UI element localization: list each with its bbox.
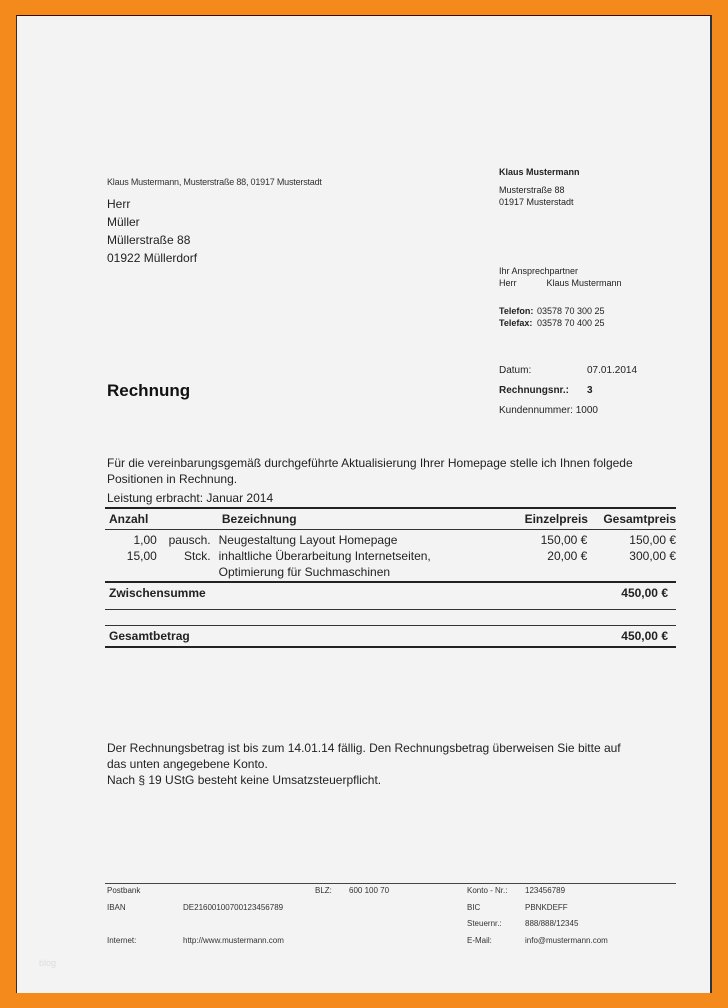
kundennummer-label: Kundennummer: — [499, 405, 573, 416]
invoice-meta — [499, 361, 637, 421]
sender-city: 01917 Musterstadt — [499, 197, 574, 207]
service-period: Leistung erbracht: Januar 2014 — [107, 491, 274, 505]
recipient-salutation: Herr — [107, 197, 131, 211]
datum-label: Datum: — [499, 365, 532, 376]
phone-block — [499, 305, 605, 329]
row-qty: 1,00 — [133, 533, 157, 547]
row-einzelpreis: 20,00 € — [547, 549, 588, 563]
invoice-table — [105, 507, 676, 648]
telefon-value: 03578 70 300 25 — [537, 306, 605, 316]
recipient-address — [107, 195, 197, 267]
bank-name: Postbank — [107, 886, 141, 895]
konto-value: 123456789 — [525, 886, 566, 895]
konto-label: Konto - Nr.: — [467, 886, 508, 895]
internet-link[interactable]: http://www.mustermann.com — [183, 936, 284, 945]
closing-text — [107, 740, 621, 788]
iban-label: IBAN — [107, 903, 126, 912]
recipient-street: Müllerstraße 88 — [107, 233, 191, 247]
contact-person — [499, 265, 622, 289]
closing-line: Nach § 19 UStG besteht keine Umsatzsteuerpflicht. — [107, 773, 382, 787]
email-label: E-Mail: — [467, 936, 492, 945]
subtotal-label: Zwischensumme — [109, 586, 206, 600]
rechnungsnr-value: 3 — [587, 385, 593, 396]
row-unit: Stck. — [183, 549, 211, 563]
closing-line: das unten angegebene Konto. — [107, 757, 268, 771]
telefon-label: Telefon: — [499, 306, 534, 316]
row-unit: pausch. — [168, 533, 211, 547]
email-link[interactable]: info@mustermann.com — [525, 936, 608, 945]
table-row — [105, 548, 676, 580]
table-row — [105, 532, 676, 548]
recipient-city: 01922 Müllerdorf — [107, 251, 198, 265]
closing-line: Der Rechnungsbetrag ist bis zum 14.01.14 fällig. Den Rechnungsbetrag überweisen Sie bitte auf — [107, 741, 621, 755]
total-label: Gesamtbetrag — [109, 629, 190, 643]
steuer-label: Steuernr.: — [467, 919, 502, 928]
footer-bank-details — [105, 883, 676, 946]
contact-name: Klaus Mustermann — [546, 278, 622, 288]
divider — [105, 646, 676, 648]
datum-value: 07.01.2014 — [587, 365, 638, 376]
sender-street: Musterstraße 88 — [499, 185, 565, 195]
watermark: blog — [39, 958, 57, 968]
header-gesamtpreis: Gesamtpreis — [603, 512, 677, 526]
steuer-value: 888/888/12345 — [525, 919, 579, 928]
sender-name: Klaus Mustermann — [499, 167, 580, 177]
invoice-page — [16, 15, 712, 993]
header-bezeichnung: Bezeichnung — [221, 512, 297, 526]
total-row — [105, 626, 676, 646]
row-qty: 15,00 — [126, 549, 157, 563]
bic-label: BIC — [467, 903, 481, 912]
contact-label: Ihr Ansprechpartner — [499, 266, 579, 276]
contact-salutation: Herr — [499, 278, 517, 288]
telefax-value: 03578 70 400 25 — [537, 318, 605, 328]
recipient-name: Müller — [107, 215, 140, 229]
bic-value: PBNKDEFF — [525, 903, 568, 912]
intro-text: Für die vereinbarungsgemäß durchgeführte Aktualisierung Ihrer Homepage stelle ich Ihnen folgede Positionen in Rechnung. — [107, 456, 633, 486]
row-desc: Neugestaltung Layout Homepage — [218, 533, 398, 547]
internet-label: Internet: — [107, 936, 137, 945]
sender-block — [499, 166, 580, 208]
kundennummer-value: 1000 — [575, 405, 598, 416]
row-einzelpreis: 150,00 € — [540, 533, 588, 547]
page-title: Rechnung — [107, 381, 191, 400]
blz-value: 600 100 70 — [349, 886, 390, 895]
sender-return-line: Klaus Mustermann, Musterstraße 88, 01917 Musterstadt — [107, 177, 322, 187]
row-desc: inhaltliche Überarbeitung Internetseiten, Optimierung für Suchmaschinen — [218, 549, 431, 579]
row-gesamtpreis: 150,00 € — [629, 533, 677, 547]
total-value: 450,00 € — [621, 629, 668, 643]
row-gesamtpreis: 300,00 € — [629, 549, 677, 563]
header-einzelpreis: Einzelpreis — [524, 512, 588, 526]
rechnungsnr-label: Rechnungsnr.: — [499, 385, 570, 396]
table-header — [105, 509, 676, 529]
iban-value: DE21600100700123456789 — [183, 903, 284, 912]
subtotal-value: 450,00 € — [621, 586, 668, 600]
header-anzahl: Anzahl — [109, 512, 149, 526]
blz-label: BLZ: — [315, 886, 332, 895]
subtotal-row — [105, 583, 676, 603]
telefax-label: Telefax: — [499, 318, 533, 328]
